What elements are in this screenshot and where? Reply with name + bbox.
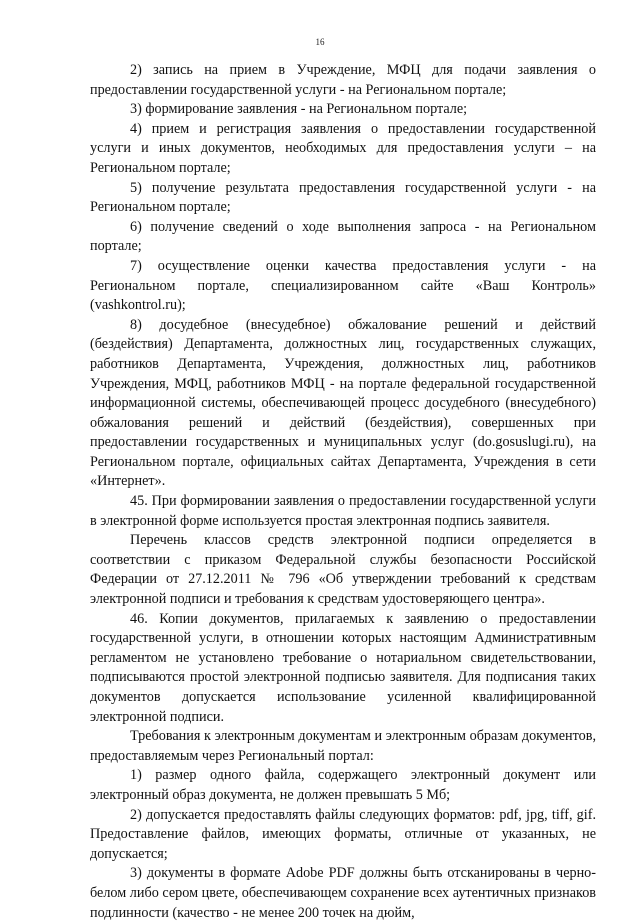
paragraph-requirements-intro: Требования к электронным документам и электронным образам документов, предоставляемым через Региональный портал: <box>90 728 596 764</box>
paragraph-requirement-2-formats: 2) допускается предоставлять файлы следующих форматов: pdf, jpg, tiff, gif. Предоставление файлов, имеющих форматы, отличные от указанных, не допускается; <box>90 806 596 862</box>
paragraph-requirement-1-size: 1) размер одного файла, содержащего электронный документ или электронный образ документа, не должен превышать 5 Мб; <box>90 767 596 803</box>
paragraph-item-2-appointment: 2) запись на прием в Учреждение, МФЦ для подачи заявления о предоставлении государственной услуги - на Региональном портале; <box>90 62 596 98</box>
document-body <box>90 61 596 923</box>
paragraph-item-4-registration: 4) прием и регистрация заявления о предоставлении государственной услуги и иных документов, необходимых для предоставления услуги – на Региональном портале; <box>90 120 596 176</box>
paragraph-item-5-result: 5) получение результата предоставления государственной услуги - на Региональном портале; <box>90 179 596 216</box>
page-number: 16 <box>315 37 325 47</box>
paragraph-item-3-form-application: 3) формирование заявления - на Региональном портале; <box>130 101 468 118</box>
paragraph-item-6-status: 6) получение сведений о ходе выполнения запроса - на Региональном портале; <box>90 218 596 255</box>
paragraph-section-46: 46. Копии документов, прилагаемых к заявлению о предоставлении государственной услуги, в отношении которых настоящим Административным регламентом не установлено требование о нотариальном свидетельствовании, подписываются простой электронной подписью заявителя. Для подписания таких документов допускается использование усиленной квалифицированной электронной подписи. <box>90 610 596 725</box>
paragraph-item-8-appeal: 8) досудебное (внесудебное) обжалование решений и действий (бездействия) Департамента, должностных лиц, государственных служащих, работников Департамента, Учреждения, должностных лиц, работников Учреждения, МФЦ, работников МФЦ - на портале федеральной государственной информационной системы, обеспечивающей процесс досудебного (внесудебного) обжалования решений и действий (бездействия), совершенных при предоставлении государственных и муниципальных услуг (do.gosuslugi.ru), на Региональном портале, официальных сайтах Департамента, Учреждения в сети «Интернет». <box>90 316 596 490</box>
paragraph-signature-classes: Перечень классов средств электронной подписи определяется в соответствии с приказом Федеральной службы безопасности Российской Федерации от 27.12.2011 № 796 «Об утверждении требований к средствам электронной подписи и требования к средствам удостоверяющего центра». <box>90 532 596 608</box>
paragraph-section-45: 45. При формировании заявления о предоставлении государственной услуги в электронной форме используется простая электронная подпись заявителя. <box>90 493 596 529</box>
paragraph-item-7-quality: 7) осуществление оценки качества предоставления услуги - на Региональном портале, специализированном сайте «Ваш Контроль» (vashkontrol.ru); <box>90 257 596 314</box>
paragraph-requirement-3-pdf: 3) документы в формате Adobe PDF должны быть отсканированы в черно-белом либо сером цвете, обеспечивающем сохранение всех аутентичных признаков подлинности (качество - не менее 200 точек на дюйм, <box>90 865 596 921</box>
